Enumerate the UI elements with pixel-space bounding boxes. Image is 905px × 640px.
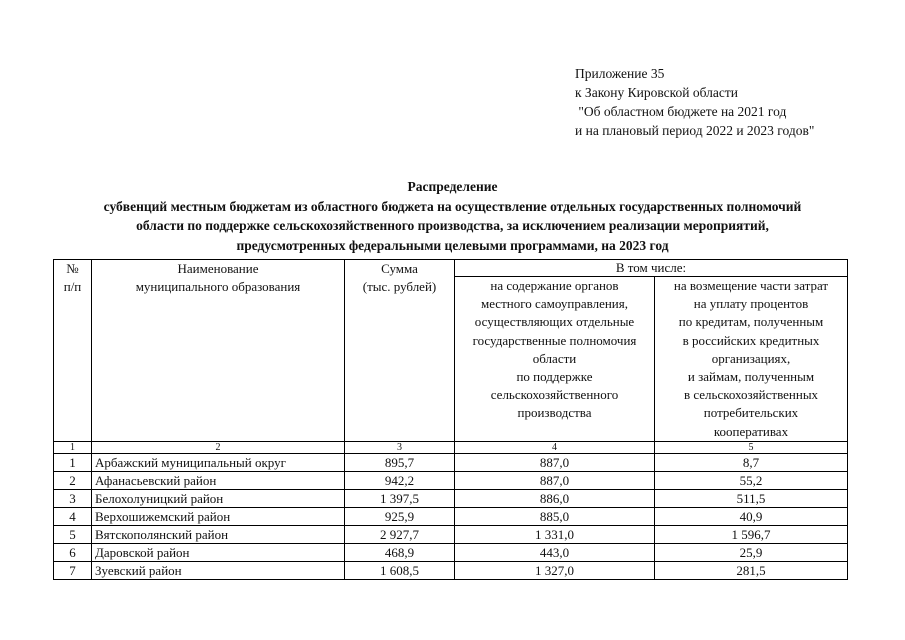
cell-sum: 942,2	[345, 472, 455, 490]
cell-num: 2	[54, 472, 92, 490]
appendix-line: Приложение 35	[575, 66, 665, 81]
header-name-line: Наименование	[177, 261, 259, 276]
cell-num: 3	[54, 490, 92, 508]
cell-col5: 281,5	[655, 562, 848, 580]
header-col4	[455, 277, 655, 442]
cell-num: 7	[54, 562, 92, 580]
table-row	[54, 454, 848, 472]
header-col4-line: осуществляющих отдельные	[474, 314, 635, 330]
cell-num: 5	[54, 526, 92, 544]
appendix-line: к Закону Кировской области	[575, 85, 739, 100]
header-sum-line: Сумма	[381, 261, 418, 276]
cell-col4: 885,0	[455, 508, 655, 526]
column-number: 3	[345, 442, 455, 454]
header-col4-line: на содержание органов	[490, 278, 619, 293]
header-col4-line: государственные полномочия	[472, 332, 637, 348]
cell-name: Даровской район	[92, 544, 345, 562]
appendix-header	[575, 64, 814, 140]
cell-col4: 887,0	[455, 454, 655, 472]
header-col4-line: сельскохозяйственного	[490, 387, 619, 403]
table-row	[54, 562, 848, 580]
appendix-line: и на плановый период 2022 и 2023 годов"	[575, 123, 815, 138]
header-col5-line: в сельскохозяйственных	[683, 387, 819, 403]
cell-col5: 511,5	[655, 490, 848, 508]
cell-num: 1	[54, 454, 92, 472]
cell-col4: 1 331,0	[455, 526, 655, 544]
title-line: Распределение	[407, 179, 498, 194]
cell-sum: 468,9	[345, 544, 455, 562]
cell-col5: 55,2	[655, 472, 848, 490]
column-number: 4	[455, 442, 655, 454]
header-col5-line: по кредитам, полученным	[678, 314, 824, 330]
header-num-line: №	[66, 261, 79, 276]
table-row	[54, 472, 848, 490]
header-col5-line: потребительских	[703, 405, 799, 421]
cell-name: Арбажский муниципальный округ	[92, 454, 345, 472]
header-col5-line: на возмещение части затрат	[673, 278, 829, 293]
table-row	[54, 508, 848, 526]
cell-col5: 1 596,7	[655, 526, 848, 544]
cell-col4: 443,0	[455, 544, 655, 562]
header-col5-line: и займам, полученным	[687, 369, 815, 385]
cell-sum: 1 608,5	[345, 562, 455, 580]
cell-col4: 887,0	[455, 472, 655, 490]
title-line: субвенций местным бюджетам из областного бюджета на осуществление отдельных государственных полномочий	[103, 198, 802, 214]
column-number: 2	[92, 442, 345, 454]
cell-name: Белохолуницкий район	[92, 490, 345, 508]
document-title	[40, 177, 865, 255]
title-line: области по поддержке сельскохозяйственного производства, за исключением реализации мероприятий,	[136, 218, 769, 233]
table-header-row	[54, 260, 848, 277]
header-col5	[655, 277, 848, 442]
header-col4-line: производства	[517, 405, 592, 421]
cell-sum: 1 397,5	[345, 490, 455, 508]
cell-name: Вятскополянский район	[92, 526, 345, 544]
header-num	[54, 260, 92, 442]
header-including: В том числе:	[455, 260, 848, 277]
header-col5-line: кооперативах	[713, 423, 789, 439]
cell-col4: 1 327,0	[455, 562, 655, 580]
table-row	[54, 526, 848, 544]
cell-sum: 925,9	[345, 508, 455, 526]
header-name	[92, 260, 345, 442]
header-col5-line: в российских кредитных	[682, 332, 820, 348]
cell-name: Зуевский район	[92, 562, 345, 580]
column-number: 5	[655, 442, 848, 454]
cell-name: Афанасьевский район	[92, 472, 345, 490]
cell-num: 4	[54, 508, 92, 526]
table-row	[54, 490, 848, 508]
header-sum	[345, 260, 455, 442]
header-col4-line: по поддержке	[516, 369, 593, 385]
cell-col5: 40,9	[655, 508, 848, 526]
cell-sum: 2 927,7	[345, 526, 455, 544]
header-name-line: муниципального образования	[135, 279, 301, 295]
cell-sum: 895,7	[345, 454, 455, 472]
cell-col5: 25,9	[655, 544, 848, 562]
header-col4-line: области	[532, 350, 577, 366]
header-col4-line: местного самоуправления,	[480, 296, 628, 312]
header-col5-line: организациях,	[711, 350, 791, 366]
cell-num: 6	[54, 544, 92, 562]
appendix-line: "Об областном бюджете на 2021 год	[575, 104, 787, 119]
header-sum-line: (тыс. рублей)	[362, 279, 437, 295]
cell-col5: 8,7	[655, 454, 848, 472]
header-num-line: п/п	[63, 279, 82, 295]
column-number-row	[54, 442, 848, 454]
table-row	[54, 544, 848, 562]
column-number: 1	[54, 442, 92, 454]
header-col5-line: на уплату процентов	[693, 296, 809, 312]
subsidy-table	[53, 259, 848, 580]
cell-col4: 886,0	[455, 490, 655, 508]
cell-name: Верхошижемский район	[92, 508, 345, 526]
title-line: предусмотренных федеральными целевыми программами, на 2023 год	[236, 237, 669, 253]
